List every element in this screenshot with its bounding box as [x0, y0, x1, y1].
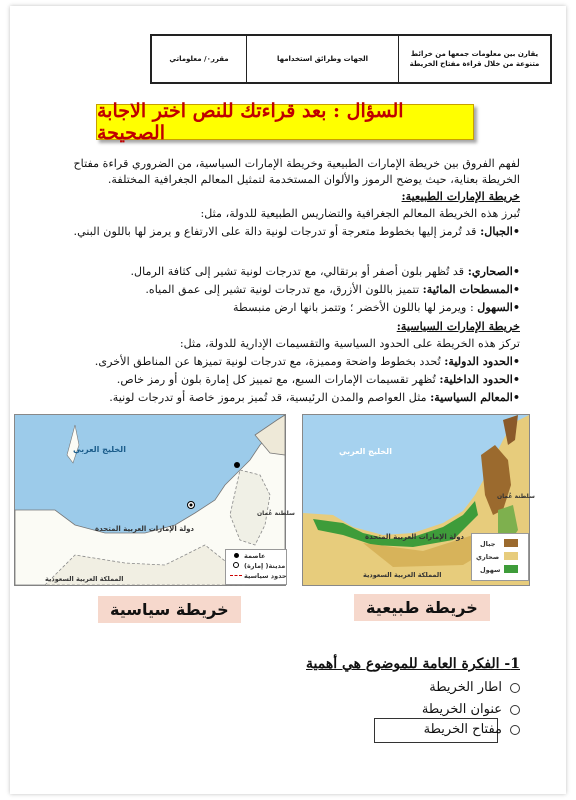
natural-map-gulf-label: الخليج العربي — [339, 447, 392, 456]
header-table — [150, 34, 552, 84]
natural-map-oman-label: سلطنة عُمان — [497, 493, 535, 500]
natural-item-deserts: •الصحاري: قد تُظهر بلون أصفر أو برتقالي، مع تدرجات لونية تشير إلى كثافة الرمال. — [130, 264, 520, 278]
political-map-legend — [225, 549, 287, 585]
political-map-oman-label: سلطنة عُمان — [257, 510, 295, 517]
political-item-landmarks: •المعالم السياسية: مثل العواصم والمدن الرئيسية، قد تُميز برموز خاصة أو تدرجات لونية. — [109, 390, 520, 404]
option-3-label: مفتاح الخريطة — [423, 722, 502, 737]
political-map — [14, 414, 295, 586]
header-cell-course: مقرر٠/ معلوماتي — [169, 55, 229, 63]
legend-capital: عاصمة — [244, 552, 266, 560]
question-1-text: 1- الفكرة العامة للموضوع هي أهمية — [306, 656, 520, 672]
natural-item-plains: •السهول : ويرمز لها باللون الأخضر ؛ وتتمز بانها ارض منبسطة — [232, 300, 520, 314]
political-map-country-label: دولة الإمارات العربية المتحدة — [95, 525, 195, 533]
option-1[interactable] — [429, 680, 520, 695]
legend-deserts: صحاري — [476, 553, 500, 561]
legend-mountains: جبال — [480, 540, 496, 548]
border-symbol-icon — [230, 575, 242, 576]
option-1-label: اطار الخريطة — [429, 680, 502, 695]
option-2-label: عنوان الخريطة — [421, 702, 502, 717]
mountains-swatch-icon — [504, 539, 518, 547]
deserts-swatch-icon — [504, 552, 518, 560]
natural-map — [302, 414, 535, 586]
option-2-radio-icon[interactable] — [510, 705, 520, 715]
natural-map-country-label: دولة الإمارات العربية المتحدة — [365, 533, 465, 541]
political-map-saudi-label: المملكة العربية السعودية — [45, 575, 124, 583]
natural-map-saudi-label: المملكة العربية السعودية — [363, 571, 442, 579]
natural-desc: تُبرز هذه الخريطة المعالم الجغرافية والتضاريس الطبيعية للدولة، مثل: — [200, 207, 520, 220]
natural-map-legend — [471, 533, 529, 581]
political-heading: خريطة الإمارات السياسية: — [396, 319, 520, 333]
option-3-radio-icon[interactable] — [510, 725, 520, 735]
question-banner: السؤال : بعد قراءتك للنص اختر الاجابة الصحيحة — [96, 104, 474, 140]
capital-symbol-icon — [234, 553, 239, 558]
natural-item-mountains: •الجبال: قد تُرمز إليها بخطوط متعرجة أو تدرجات لونية دالة على الارتفاع و يرمز لها باللون البني. — [73, 224, 520, 238]
legend-border: حدود سياسية — [244, 572, 287, 580]
political-map-caption: خريطة سياسية — [98, 596, 241, 623]
legend-plains: سهول — [480, 566, 501, 574]
header-cell-topic: الجهات وطرائق استخدامها — [246, 36, 398, 82]
political-item-international: •الحدود الدولية: تُحدد بخطوط واضحة ومميزة، مع تدرجات لونية تميزها عن المناطق الأخرى. — [94, 354, 520, 368]
natural-heading: خريطة الإمارات الطبيعية: — [401, 189, 520, 203]
political-map-gulf-label: الخليج العربي — [73, 445, 126, 454]
option-3[interactable] — [424, 722, 520, 737]
natural-map-caption: خريطة طبيعية — [354, 594, 490, 621]
political-desc: تركز هذه الخريطة على الحدود السياسية والتقسيمات الإدارية للدولة، مثل: — [179, 337, 520, 350]
intro-paragraph: لفهم الفروق بين خريطة الإمارات الطبيعية وخريطة الإمارات السياسية، من الضروري قراءة مفتاح الخريطة بعناية، حيث يوضح الرموز والألوان المستخدمة لتمثيل المعالم الجغرافية المختلفة. — [73, 157, 520, 186]
legend-city: مدينة( إمارة) — [244, 562, 286, 570]
header-cell-outcome: يقارن بين معلومات جمعها من خرائط متنوعة من خلال قراءة مفتاح الخريطة — [398, 36, 550, 82]
natural-item-water: •المسطحات المائية: تتميز باللون الأزرق، مع تدرجات لونية تشير إلى عمق المياه. — [145, 282, 520, 296]
city-symbol-icon — [233, 562, 239, 568]
option-2[interactable] — [422, 702, 520, 717]
option-1-radio-icon[interactable] — [510, 683, 520, 693]
political-item-internal: •الحدود الداخلية: تُظهر تقسيمات الإمارات السبع، مع تمييز كل إمارة بلون أو رمز خاص. — [116, 372, 520, 386]
plains-swatch-icon — [504, 565, 518, 573]
